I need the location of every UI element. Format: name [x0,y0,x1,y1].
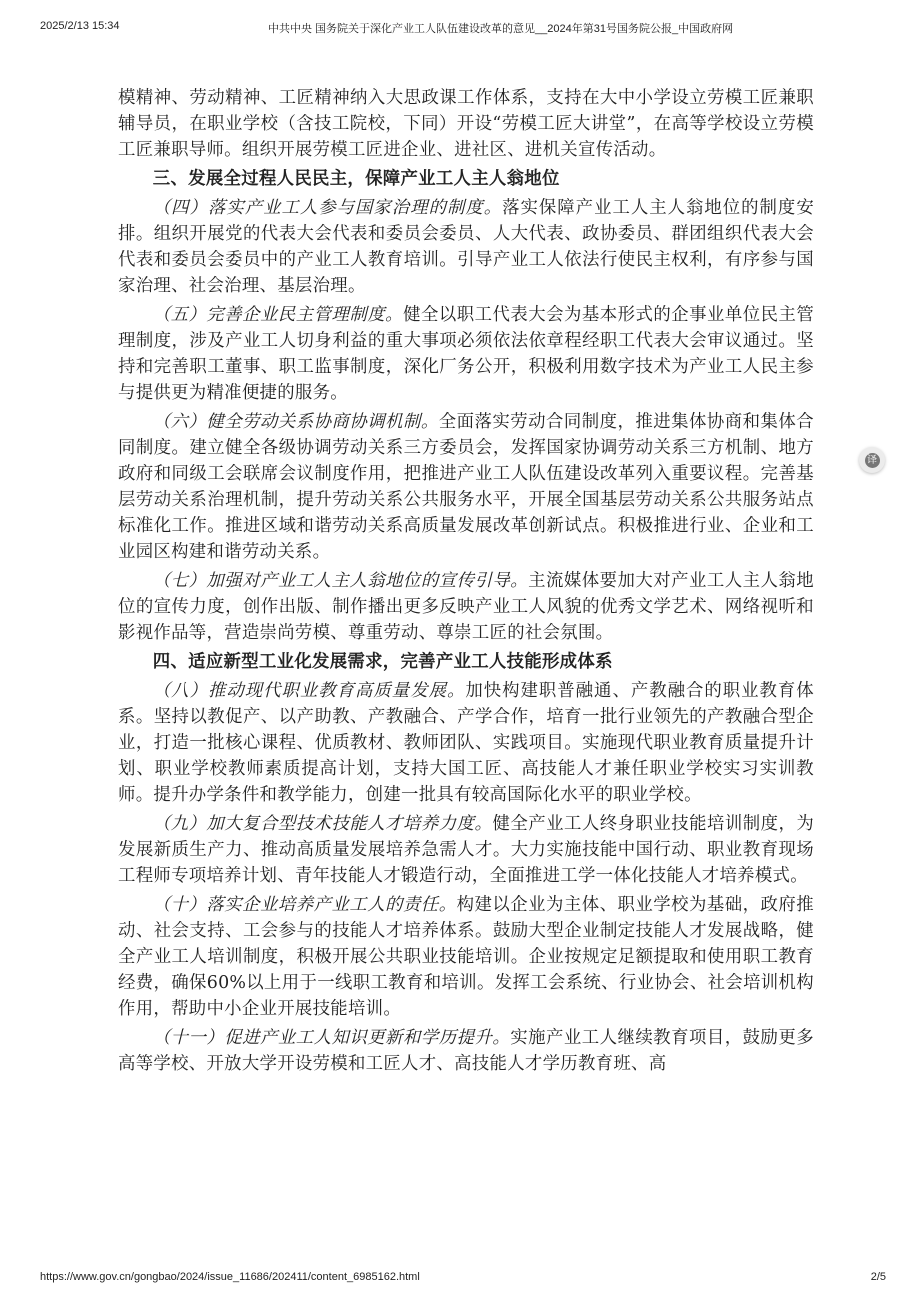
paragraph-item-4 [118,195,814,299]
item-11-body: 实施产业工人继续教育项目，鼓励更多高等学校、开放大学开设劳模和工匠人才、高技能人才学历教育班、高 [118,1028,814,1074]
print-url: https://www.gov.cn/gongbao/2024/issue_11686/202411/content_6985162.html [40,1271,420,1283]
paragraph-item-5 [118,302,814,406]
item-6-body: 全面落实劳动合同制度，推进集体协商和集体合同制度。建立健全各级协调劳动关系三方委员会，发挥国家协调劳动关系三方机制、地方政府和同级工会联席会议制度作用，把推进产业工人队伍建设改革列入重要议程。完善基层劳动关系治理机制，提升劳动关系公共服务水平，开展全国基层劳动关系公共服务站点标准化工作。推进区域和谐劳动关系高质量发展改革创新试点。积极推进行业、企业和工业园区构建和谐劳动关系。 [118,412,814,562]
print-footer [0,1271,923,1287]
item-4-body: 落实保障产业工人主人翁地位的制度安排。组织开展党的代表大会代表和委员会委员、人大代表、政协委员、群团组织代表大会代表和委员会委员中的产业工人教育培训。引导产业工人依法行使民主权利，有序参与国家治理、社会治理、基层治理。 [118,198,815,296]
item-10-body: 构建以企业为主体、职业学校为基础，政府推动、社会支持、工会参与的技能人才培养体系。鼓励大型企业制定技能人才发展战略，健全产业工人培训制度，积极开展公共职业技能培训。企业按规定足额提取和使用职工教育经费，确保60%以上用于一线职工教育和培训。发挥工会系统、行业协会、社会培训机构作用，帮助中小企业开展技能培训。 [118,895,814,1019]
item-6-lead: （六）健全劳动关系协商协调机制。 [152,412,439,432]
paragraph-continued: 模精神、劳动精神、工匠精神纳入大思政课工作体系，支持在大中小学设立劳模工匠兼职辅导员，在职业学校（含技工院校，下同）开设“劳模工匠大讲堂”，在高等学校设立劳模工匠兼职导师。组织开展劳模工匠进企业、进社区、进机关宣传活动。 [118,88,814,160]
print-datetime: 2025/2/13 15:34 [40,20,120,32]
item-11-lead: （十一）促进产业工人知识更新和学历提升。 [152,1028,511,1048]
item-8-lead: （八）推动现代职业教育高质量发展。 [152,681,466,701]
paragraph-item-6 [118,409,814,565]
paragraph-item-7 [118,568,814,646]
paragraph-item-9 [118,811,814,889]
section-heading-4: 四、适应新型工业化发展需求，完善产业工人技能形成体系 [152,652,613,672]
page-number: 2/5 [870,1271,886,1283]
item-4-lead: （四）落实产业工人参与国家治理的制度。 [152,198,503,218]
paragraph-item-10 [118,892,814,1022]
item-9-lead: （九）加大复合型技术技能人才培养力度。 [152,814,493,834]
paragraph-item-11 [118,1025,814,1077]
item-10-lead: （十）落实企业培养产业工人的责任。 [152,895,457,915]
item-5-body: 健全以职工代表大会为基本形式的企事业单位民主管理制度，涉及产业工人切身利益的重大事项必须依法依章程经职工代表大会审议通过。坚持和完善职工董事、职工监事制度，深化厂务公开，积极利用数字技术为产业工人民主参与提供更为精准便捷的服务。 [118,305,815,403]
print-header [0,20,923,36]
paragraph-item-8 [118,678,814,808]
print-page-title: 中共中央 国务院关于深化产业工人队伍建设改革的意见__2024年第31号国务院公报_中国政府网 [268,23,734,35]
translate-icon: 译 [865,453,880,468]
translate-button[interactable] [859,447,885,473]
article-body [118,85,814,1080]
item-5-lead: （五）完善企业民主管理制度。 [152,305,404,325]
item-7-lead: （七）加强对产业工人主人翁地位的宣传引导。 [152,571,529,591]
item-7-body: 主流媒体要加大对产业工人主人翁地位的宣传力度，创作出版、制作播出更多反映产业工人风貌的优秀文学艺术、网络视听和影视作品等，营造崇尚劳模、尊重劳动、尊崇工匠的社会氛围。 [118,571,814,643]
section-heading-3: 三、发展全过程人民民主，保障产业工人主人翁地位 [152,169,560,189]
item-8-body: 加快构建职普融通、产教融合的职业教育体系。坚持以教促产、以产助教、产教融合、产学合作，培育一批行业领先的产教融合型企业，打造一批核心课程、优质教材、教师团队、实践项目。实施现代职业教育质量提升计划、职业学校教师素质提高计划，支持大国工匠、高技能人才兼任职业学校实习实训教师。提升办学条件和教学能力，创建一批具有较高国际化水平的职业学校。 [118,681,814,805]
item-9-body: 健全产业工人终身职业技能培训制度，为发展新质生产力、推动高质量发展培养急需人才。大力实施技能中国行动、职业教育现场工程师专项培养计划、青年技能人才锻造行动，全面推进工学一体化技能人才培养模式。 [118,814,815,886]
